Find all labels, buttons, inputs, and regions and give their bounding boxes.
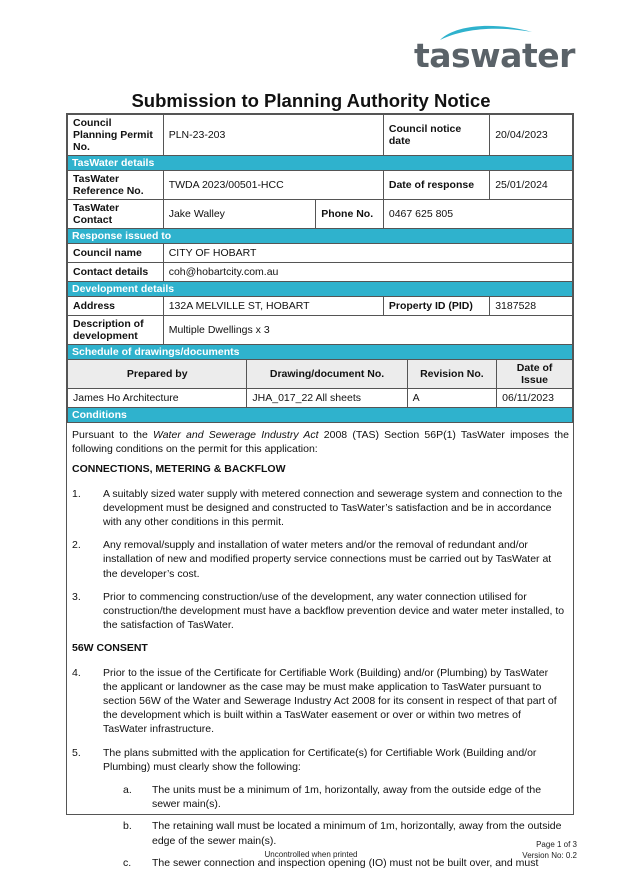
sub-item-text: The retaining wall must be located a minimum of 1m, horizontally, away from the outside edge of the sewer main(s). xyxy=(152,820,562,847)
section-response-issued: Response issued to xyxy=(68,229,573,244)
sub-item-text: The units must be a minimum of 1m, horizontally, away from the outside edge of the sewer main(s). xyxy=(152,784,542,811)
item-number: 5. xyxy=(72,746,81,759)
taswater-logo xyxy=(412,22,575,75)
intro-text: 2008 (TAS) Section 56P(1) TasWater imposes the following conditions on the permit for this application: xyxy=(72,429,569,456)
response-date-value: 25/01/2024 xyxy=(490,171,573,200)
item-number: 2. xyxy=(72,539,81,552)
schedule-cell: James Ho Architecture xyxy=(68,389,247,408)
phone-value: 0467 625 805 xyxy=(383,200,572,229)
council-name-value: CITY OF HOBART xyxy=(163,244,572,263)
item-number: 1. xyxy=(72,487,81,500)
schedule-cell: JHA_017_22 All sheets xyxy=(247,389,407,408)
permit-label: Council Planning Permit No. xyxy=(68,115,164,156)
list-item xyxy=(72,590,569,633)
contact-details-value: coh@hobartcity.com.au xyxy=(163,263,572,282)
response-date-label: Date of response xyxy=(383,171,489,200)
contact-details-label: Contact details xyxy=(68,263,164,282)
heading-56w-consent: 56W CONSENT xyxy=(72,642,148,655)
contact-value: Jake Walley xyxy=(163,200,316,229)
version-number: Version No: 0.2 xyxy=(522,850,577,860)
item-number: 4. xyxy=(72,666,81,679)
property-id-label: Property ID (PID) xyxy=(383,297,489,316)
phone-label: Phone No. xyxy=(316,200,384,229)
list-item xyxy=(72,538,569,581)
schedule-header-revision: Revision No. xyxy=(407,360,497,389)
section-schedule: Schedule of drawings/documents xyxy=(68,345,573,360)
sub-item-letter: a. xyxy=(123,784,132,797)
schedule-header-date-issue: Date of Issue xyxy=(497,360,573,389)
details-table xyxy=(67,114,573,360)
section-development-details: Development details xyxy=(68,282,573,297)
item-text: Prior to commencing construction/use of the development, any water connection utilised for construction/the development must have a backflow prevention device and water meter installed, to the satisfaction of TasWater. xyxy=(103,590,565,632)
property-id-value: 3187528 xyxy=(490,297,573,316)
section-taswater-details: TasWater details xyxy=(68,156,573,171)
item-text: The plans submitted with the application for Certificate(s) for Certifiable Work (Building and/or Plumbing) must clearly show the following: xyxy=(103,746,537,773)
notice-date-label: Council notice date xyxy=(383,115,489,156)
sub-list-item xyxy=(72,783,569,811)
item-text: A suitably sized water supply with metered connection and sewerage system and connection to the development must be designed and constructed to TasWater’s satisfaction and be in accordance with any other conditions in this permit. xyxy=(103,487,563,529)
description-value: Multiple Dwellings x 3 xyxy=(163,316,572,345)
heading-connections: CONNECTIONS, METERING & BACKFLOW xyxy=(72,463,286,476)
permit-value: PLN-23-203 xyxy=(163,115,383,156)
logo-wordmark: taswater xyxy=(414,36,575,75)
council-name-label: Council name xyxy=(68,244,164,263)
section-conditions: Conditions xyxy=(68,408,573,423)
schedule-cell: A xyxy=(407,389,497,408)
intro-text: Pursuant to the xyxy=(72,429,153,441)
list-item xyxy=(72,746,569,774)
uncontrolled-notice: Uncontrolled when printed xyxy=(264,850,358,859)
address-label: Address xyxy=(68,297,164,316)
sub-item-text: The sewer connection and inspection opening (IO) must not be built over, and must xyxy=(152,856,539,869)
sub-item-letter: c. xyxy=(123,856,132,869)
reference-label: TasWater Reference No. xyxy=(68,171,164,200)
description-label: Description of development xyxy=(68,316,164,345)
sub-item-letter: b. xyxy=(123,820,132,833)
item-text: Prior to the issue of the Certificate for Certifiable Work (Building) and/or (Plumbing) by TasWater the applicant or landowner as the case may be must make application to TasWater pursuant to section 56W of the Water and Sewerage Industry Act 2008 for its consent in respect of that part of the development which is built within a TasWater easement or over or within two metres of TasWater infrastructure. xyxy=(103,666,557,736)
schedule-cell: 06/11/2023 xyxy=(497,389,573,408)
page-number: Page 1 of 3 xyxy=(536,840,577,849)
list-item xyxy=(72,666,569,737)
conditions-body xyxy=(67,423,573,870)
act-name: Water and Sewerage Industry Act xyxy=(153,429,319,441)
schedule-header-drawing-no: Drawing/document No. xyxy=(247,360,407,389)
item-number: 3. xyxy=(72,590,81,603)
notice-date-value: 20/04/2023 xyxy=(490,115,573,156)
address-value: 132A MELVILLE ST, HOBART xyxy=(163,297,383,316)
contact-label: TasWater Contact xyxy=(68,200,164,229)
sub-list-item xyxy=(72,819,569,847)
list-item xyxy=(72,487,569,530)
item-text: Any removal/supply and installation of water meters and/or the removal of redundant and/or installation of new and modified property service connections must be carried out by TasWater at the developer’s cost. xyxy=(103,539,552,580)
reference-value: TWDA 2023/00501-HCC xyxy=(163,171,383,200)
page-title: Submission to Planning Authority Notice xyxy=(131,90,491,111)
schedule-header-prepared-by: Prepared by xyxy=(68,360,247,389)
conditions-intro xyxy=(72,428,569,456)
schedule-table xyxy=(67,359,573,423)
table-row xyxy=(68,389,573,408)
